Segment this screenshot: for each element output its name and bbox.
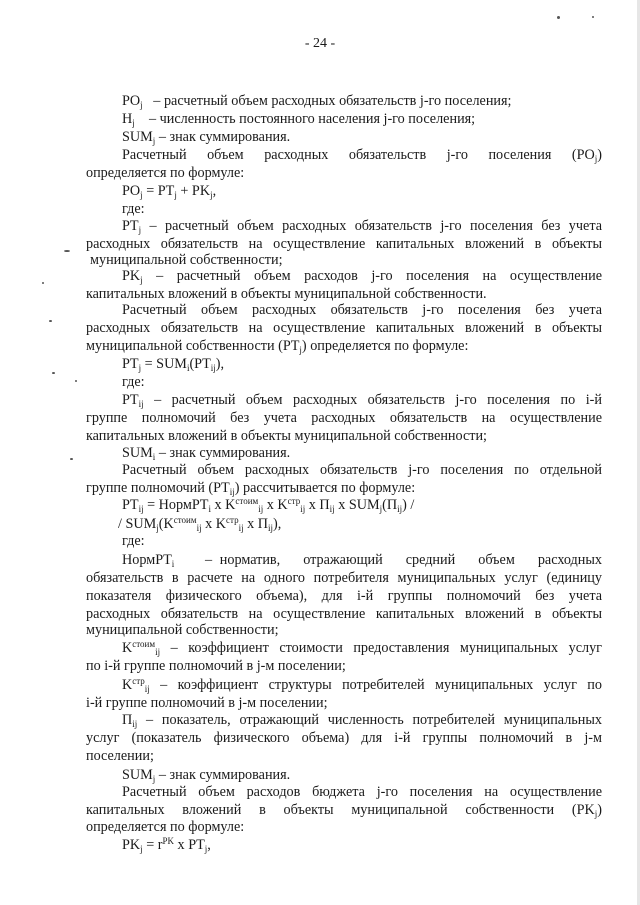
- text-line: муниципальной собственности $(PT_j)$ определяется по формуле:: [86, 338, 469, 355]
- text-line: $SUM_i$ – знак суммирования.: [122, 445, 291, 462]
- page-number: - 24 -: [304, 36, 336, 51]
- text-line: по i-й группе полномочий в j-м поселении;: [86, 658, 346, 674]
- text-line: где:: [122, 201, 145, 217]
- text-line: где:: [122, 533, 145, 549]
- text-line: $SUM_j$ – знак суммирования.: [122, 767, 291, 784]
- scan-speck: [49, 320, 52, 322]
- text-line: $PK_j = r^{PK}$ x $PT_j$,: [122, 836, 211, 854]
- text-line: $K^{стоим}_{ij}$ – коэффициент стоимости предоставления муниципальных услуг: [122, 639, 602, 657]
- text-line: обязательств в расчете на одного потребителя муниципальных услуг (единицу: [86, 570, 602, 586]
- text-line: расходных обязательств на осуществление капитальных вложений в объекты: [86, 320, 602, 336]
- text-line: $PT_j$ – расчетный объем расходных обязательств j-го поселения без учета: [122, 218, 602, 235]
- text-line: услуг (показатель физического объема) для i-й группы полномочий в j-м: [86, 730, 602, 746]
- text-line: капитальных вложений в объекты муниципальной собственности.: [86, 286, 487, 302]
- scan-speck: [70, 458, 73, 460]
- text-line: расходных обязательств на осуществление капитальных вложений в объекты: [86, 236, 602, 252]
- text-line: поселении;: [86, 748, 154, 764]
- scan-speck: [75, 380, 77, 382]
- text-line: определяется по формуле:: [86, 165, 245, 181]
- text-line: капитальных вложений в объекты муниципальной собственности $(PK_j)$: [86, 802, 602, 819]
- scan-speck: [64, 250, 70, 252]
- text-line: / $SUM_j(K^{стоим}_{ij}$ x $K^{стр}_{ij}$ x $П_{ij}$),: [118, 515, 282, 533]
- text-line: муниципальной собственности;: [90, 252, 283, 268]
- text-line: $K^{стр}_{ij}$ – коэффициент структуры потребителей муниципальных услуг по: [122, 676, 602, 694]
- text-line: $SUM_j$ – знак суммирования.: [122, 129, 291, 146]
- scan-speck: [557, 16, 560, 19]
- text-line: Расчетный объем расходных обязательств j-го поселения по отдельной: [122, 462, 602, 478]
- text-line: расходных обязательств на осуществление капитальных вложений в объекты: [86, 606, 602, 622]
- text-line: капитальных вложений в объекты муниципальной собственности;: [86, 428, 487, 444]
- text-line: $PT_{ij}$ = НормPT$_i$ x $K^{стоим}_{ij}$ x $K^{стр}_{ij}$ x $П_{ij}$ x $SUM_j(П_{ij})$ /: [122, 496, 415, 514]
- text-line: определяется по формуле:: [86, 819, 245, 835]
- text-line: i-й группе полномочий в j-м поселении;: [86, 695, 328, 711]
- scan-speck: [592, 16, 594, 18]
- text-line: $PO_j$ – расчетный объем расходных обязательств j-го поселения;: [122, 93, 512, 110]
- text-line: $PK_j$ – расчетный объем расходов j-го поселения на осуществление: [122, 268, 602, 285]
- text-line: $PT_{ij}$ – расчетный объем расходных обязательств j-го поселения по i-й: [122, 392, 602, 409]
- text-line: $PT_j = SUM_i(PT_{ij})$,: [122, 356, 225, 373]
- text-line: группе полномочий без учета расходных обязательств на осуществление: [86, 410, 602, 426]
- text-line: $H_j$ – численность постоянного населения j-го поселения;: [122, 111, 476, 128]
- text-line: Расчетный объем расходных обязательств j-го поселения без учета: [122, 302, 602, 318]
- text-line: $П_{ij}$ – показатель, отражающий численность потребителей муниципальных: [122, 712, 602, 729]
- text-line: Расчетный объем расходов бюджета j-го поселения на осуществление: [122, 784, 602, 800]
- text-line: группе полномочий $(PT_{ij})$ рассчитывается по формуле:: [86, 480, 416, 497]
- text-line: Расчетный объем расходных обязательств j-го поселения $(PO_j)$: [122, 147, 602, 164]
- text-line: НормPT$_i$ – норматив, отражающий средний объем расходных: [122, 552, 602, 569]
- text-line: где:: [122, 374, 145, 390]
- text-line: $PO_j = PT_j + PK_j$,: [122, 183, 217, 200]
- text-line: показателя физического объема), для i-й группы полномочий без учета: [86, 588, 602, 604]
- scan-speck: [52, 372, 55, 374]
- text-line: муниципальной собственности;: [86, 622, 279, 638]
- scan-speck: [42, 282, 44, 284]
